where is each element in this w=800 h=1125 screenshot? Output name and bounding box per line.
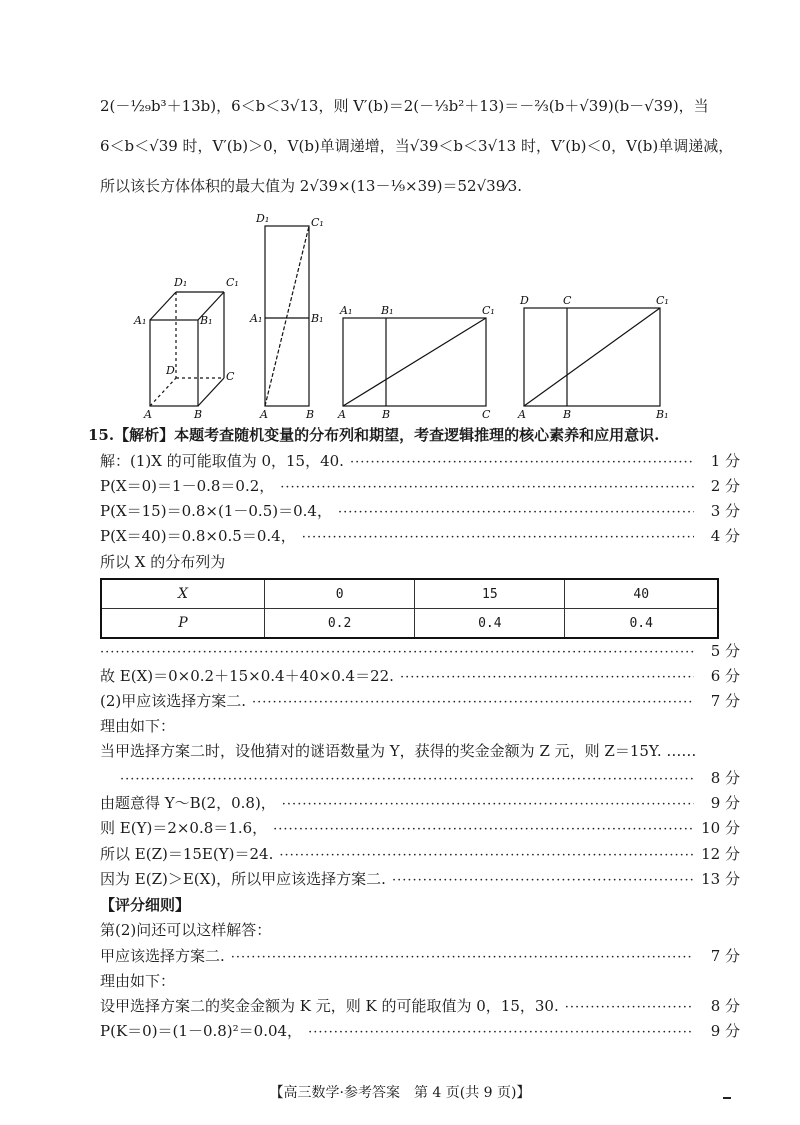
svg-text:A: A (144, 408, 152, 421)
svg-text:B₁: B₁ (656, 408, 669, 421)
svg-text:D: D (520, 294, 529, 307)
svg-text:A: A (260, 408, 268, 421)
svg-text:B: B (306, 408, 315, 421)
svg-text:A₁: A₁ (250, 312, 263, 325)
svg-text:C₁: C₁ (226, 276, 239, 289)
scheme-line: 当甲选择方案二时，设他猜对的谜语数量为 Y，获得的奖金金额为 Z 元，则 Z＝15Y. …… (100, 742, 697, 760)
table-row (101, 609, 718, 639)
alt-intro: 第(2)问还可以这样解答： (100, 921, 272, 939)
score-line: P(X＝15)＝0.8×(1－0.5)＝0.4， ····· 3 分 (100, 501, 740, 523)
score-line: 所以 E(Z)＝15E(Y)＝24. ····· 12 分 (100, 844, 740, 866)
score-line: ····· 8 分 (100, 768, 740, 790)
table-row (101, 579, 718, 609)
svg-text:D: D (166, 364, 175, 377)
svg-text:A: A (338, 408, 346, 421)
svg-text:C₁: C₁ (311, 216, 324, 229)
score-line: 因为 E(Z)＞E(X)，所以甲应该选择方案二. ····· 13 分 (100, 869, 740, 891)
distribution-intro: 所以 X 的分布列为 (100, 553, 226, 571)
corner-mark (723, 1097, 731, 1099)
table-cell-x-label: X (101, 579, 265, 609)
svg-text:A: A (518, 408, 526, 421)
score-line: 解：(1)X 的可能取值为 0，15，40. ····· 1 分 (100, 451, 740, 473)
svg-text:B: B (563, 408, 572, 421)
svg-text:B: B (194, 408, 203, 421)
svg-text:A₁: A₁ (134, 314, 147, 327)
table-cell-p-label: P (101, 609, 265, 639)
score-line: (2)甲应该选择方案二. ····· 7 分 (100, 691, 740, 713)
cuboid-figures (130, 212, 700, 422)
figure-unfold-wide-2 (524, 308, 660, 406)
table-cell: 0.4 (415, 609, 565, 639)
svg-text:C: C (226, 370, 235, 383)
score-line: 甲应该选择方案二. ····· 7 分 (100, 946, 740, 968)
table-cell: 40 (565, 579, 718, 609)
formula-line-2: 6＜b＜√39 时，V′(b)＞0，V(b)单调递增，当√39＜b＜3√13 时，V′(b)＜0，V(b)单调递减， (100, 137, 734, 155)
svg-text:A₁: A₁ (340, 304, 353, 317)
table-cell: 0.2 (265, 609, 415, 639)
score-line: P(X＝0)＝1－0.8＝0.2， ····· 2 分 (100, 476, 740, 498)
score-line: 设甲选择方案二的奖金金额为 K 元，则 K 的可能取值为 0，15，30. ····· 8 分 (100, 996, 740, 1018)
svg-text:D₁: D₁ (256, 212, 270, 225)
svg-text:C₁: C₁ (482, 304, 495, 317)
svg-text:B₁: B₁ (200, 314, 213, 327)
svg-text:B: B (382, 408, 391, 421)
svg-text:D₁: D₁ (174, 276, 188, 289)
score-line: 则 E(Y)＝2×0.8＝1.6， ····· 10 分 (100, 818, 740, 840)
figure-unfold-wide-1 (343, 318, 486, 406)
score-line: 故 E(X)＝0×0.2＋15×0.4＋40×0.4＝22. ····· 6 分 (100, 666, 740, 688)
figure-cuboid (150, 292, 224, 406)
distribution-table (100, 578, 719, 639)
score-line: ····· 5 分 (100, 641, 740, 663)
table-cell: 0 (265, 579, 415, 609)
page-footer: 【高三数学·参考答案 第 4 页(共 9 页)】 (269, 1085, 531, 1101)
formula-line-3: 所以该长方体体积的最大值为 2√39×(13－⅑×39)＝52√39⁄3. (100, 177, 523, 195)
formula-line-1: 2(－½₉b³＋13b)，6＜b＜3√13，则 V′(b)＝2(－⅓b²＋13)＝－⅔(b＋√39)(b－√39)，当 (100, 97, 709, 115)
table-cell: 0.4 (565, 609, 718, 639)
alt-reason-label: 理由如下： (100, 972, 176, 990)
svg-text:C: C (482, 408, 491, 421)
svg-text:C₁: C₁ (656, 294, 669, 307)
reason-label: 理由如下： (100, 717, 176, 735)
svg-text:C: C (563, 294, 572, 307)
svg-text:B₁: B₁ (381, 304, 394, 317)
section-15-heading: 15.【解析】本题考查随机变量的分布列和期望，考查逻辑推理的核心素养和应用意识. (88, 426, 660, 444)
svg-text:B₁: B₁ (311, 312, 324, 325)
table-cell: 15 (415, 579, 565, 609)
score-line: P(X＝40)＝0.8×0.5＝0.4， ····· 4 分 (100, 526, 740, 548)
score-line: 由题意得 Y～B(2，0.8)， ····· 9 分 (100, 793, 740, 815)
figure-unfold-tall (265, 226, 309, 406)
grading-detail-heading: 【评分细则】 (100, 896, 191, 914)
score-line: P(K＝0)＝(1－0.8)²＝0.04， ····· 9 分 (100, 1021, 740, 1043)
